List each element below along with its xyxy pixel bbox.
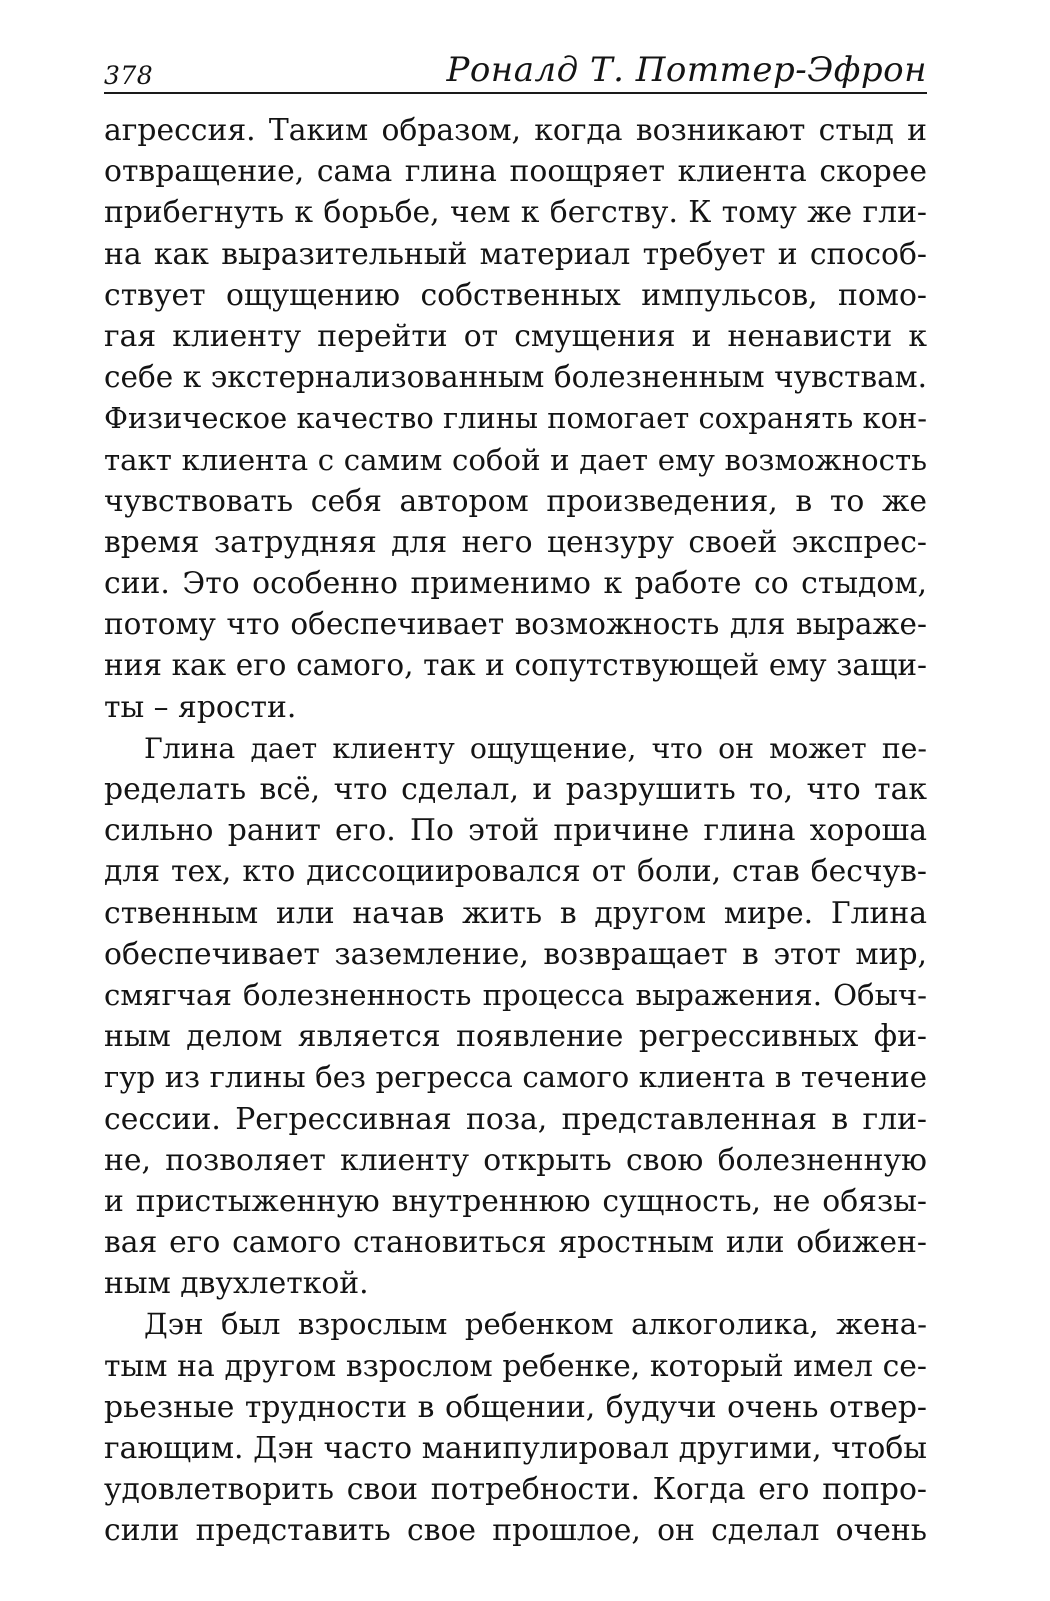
text-line: чувствовать себя автором произведения, в то же xyxy=(104,483,927,519)
text-line: и пристыженную внутреннюю сущность, не обязы- xyxy=(104,1183,927,1219)
text-line: агрессия. Таким образом, когда возникают стыд и xyxy=(104,113,927,148)
text-line: прибегнуть к борьбе, чем к бегству. К тому же гли- xyxy=(104,195,927,231)
text-line: ным делом является появление регрессивных фи- xyxy=(104,1019,927,1055)
text-line: такт клиента с самим собой и дает ему возможность xyxy=(104,442,927,477)
text-line: тым на другом взрослом ребенке, который имел се- xyxy=(104,1348,927,1384)
text-line: рьезные трудности в общении, будучи очень отвер- xyxy=(104,1389,927,1425)
text-line: ным двухлеткой. xyxy=(104,1266,369,1302)
text-line: удовлетворить свои потребности. Когда его попро- xyxy=(104,1472,927,1508)
text-line: обеспечивает заземление, возвращает в этот мир, xyxy=(104,936,927,972)
text-line: отвращение, сама глина поощряет клиента скорее xyxy=(104,154,927,190)
text-line: гающим. Дэн часто манипулировал другими, чтобы xyxy=(104,1431,927,1466)
text-line: сили представить свое прошлое, он сделал очень xyxy=(104,1513,927,1549)
text-line: ствует ощущению собственных импульсов, помо- xyxy=(104,277,927,313)
text-line: сильно ранит его. По этой причине глина хороша xyxy=(104,813,927,849)
text-line: потому что обеспечивает возможность для выраже- xyxy=(104,607,927,642)
paragraph-2 xyxy=(104,728,927,1305)
text-line: сессии. Регрессивная поза, представленная в гли- xyxy=(104,1101,927,1137)
text-line: Дэн был взрослым ребенком алкоголика, жена- xyxy=(144,1307,927,1342)
text-line: гур из глины без регресса самого клиента в течение xyxy=(104,1060,927,1095)
running-header xyxy=(104,44,927,94)
paragraph-1 xyxy=(104,110,927,728)
page-number: 378 xyxy=(104,61,154,90)
text-line: для тех, кто диссоциировался от боли, став бесчув- xyxy=(104,854,927,890)
text-line: смягчая болезненность процесса выражения. Обыч- xyxy=(104,977,927,1012)
text-line: Глина дает клиенту ощущение, что он может пе- xyxy=(144,731,927,765)
text-line: гая клиенту перейти от смущения и ненависти к xyxy=(104,318,927,354)
text-line: не, позволяет клиенту открыть свою болезненную xyxy=(104,1142,927,1178)
text-line: себе к экстернализованным болезненным чувствам. xyxy=(104,360,927,395)
text-line: ты – ярости. xyxy=(104,689,297,725)
running-head-author: Роналд Т. Поттер-Эфрон xyxy=(446,50,927,90)
body-text xyxy=(104,110,927,1552)
text-line: ния как его самого, так и сопутствующей ему защи- xyxy=(104,648,927,683)
text-line: сии. Это особенно применимо к работе со стыдом, xyxy=(104,566,927,602)
text-line: ственным или начав жить в другом мире. Глина xyxy=(104,895,927,931)
text-line: время затрудняя для него цензуру своей экспрес- xyxy=(104,524,927,560)
paragraph-3 xyxy=(104,1304,927,1551)
text-line: вая его самого становиться яростным или обижен- xyxy=(104,1225,927,1261)
text-line: Физическое качество глины помогает сохранять кон- xyxy=(104,401,927,436)
text-line: на как выразительный материал требует и способ- xyxy=(104,236,927,272)
text-line: ределать всё, что сделал, и разрушить то, что так xyxy=(104,772,927,807)
